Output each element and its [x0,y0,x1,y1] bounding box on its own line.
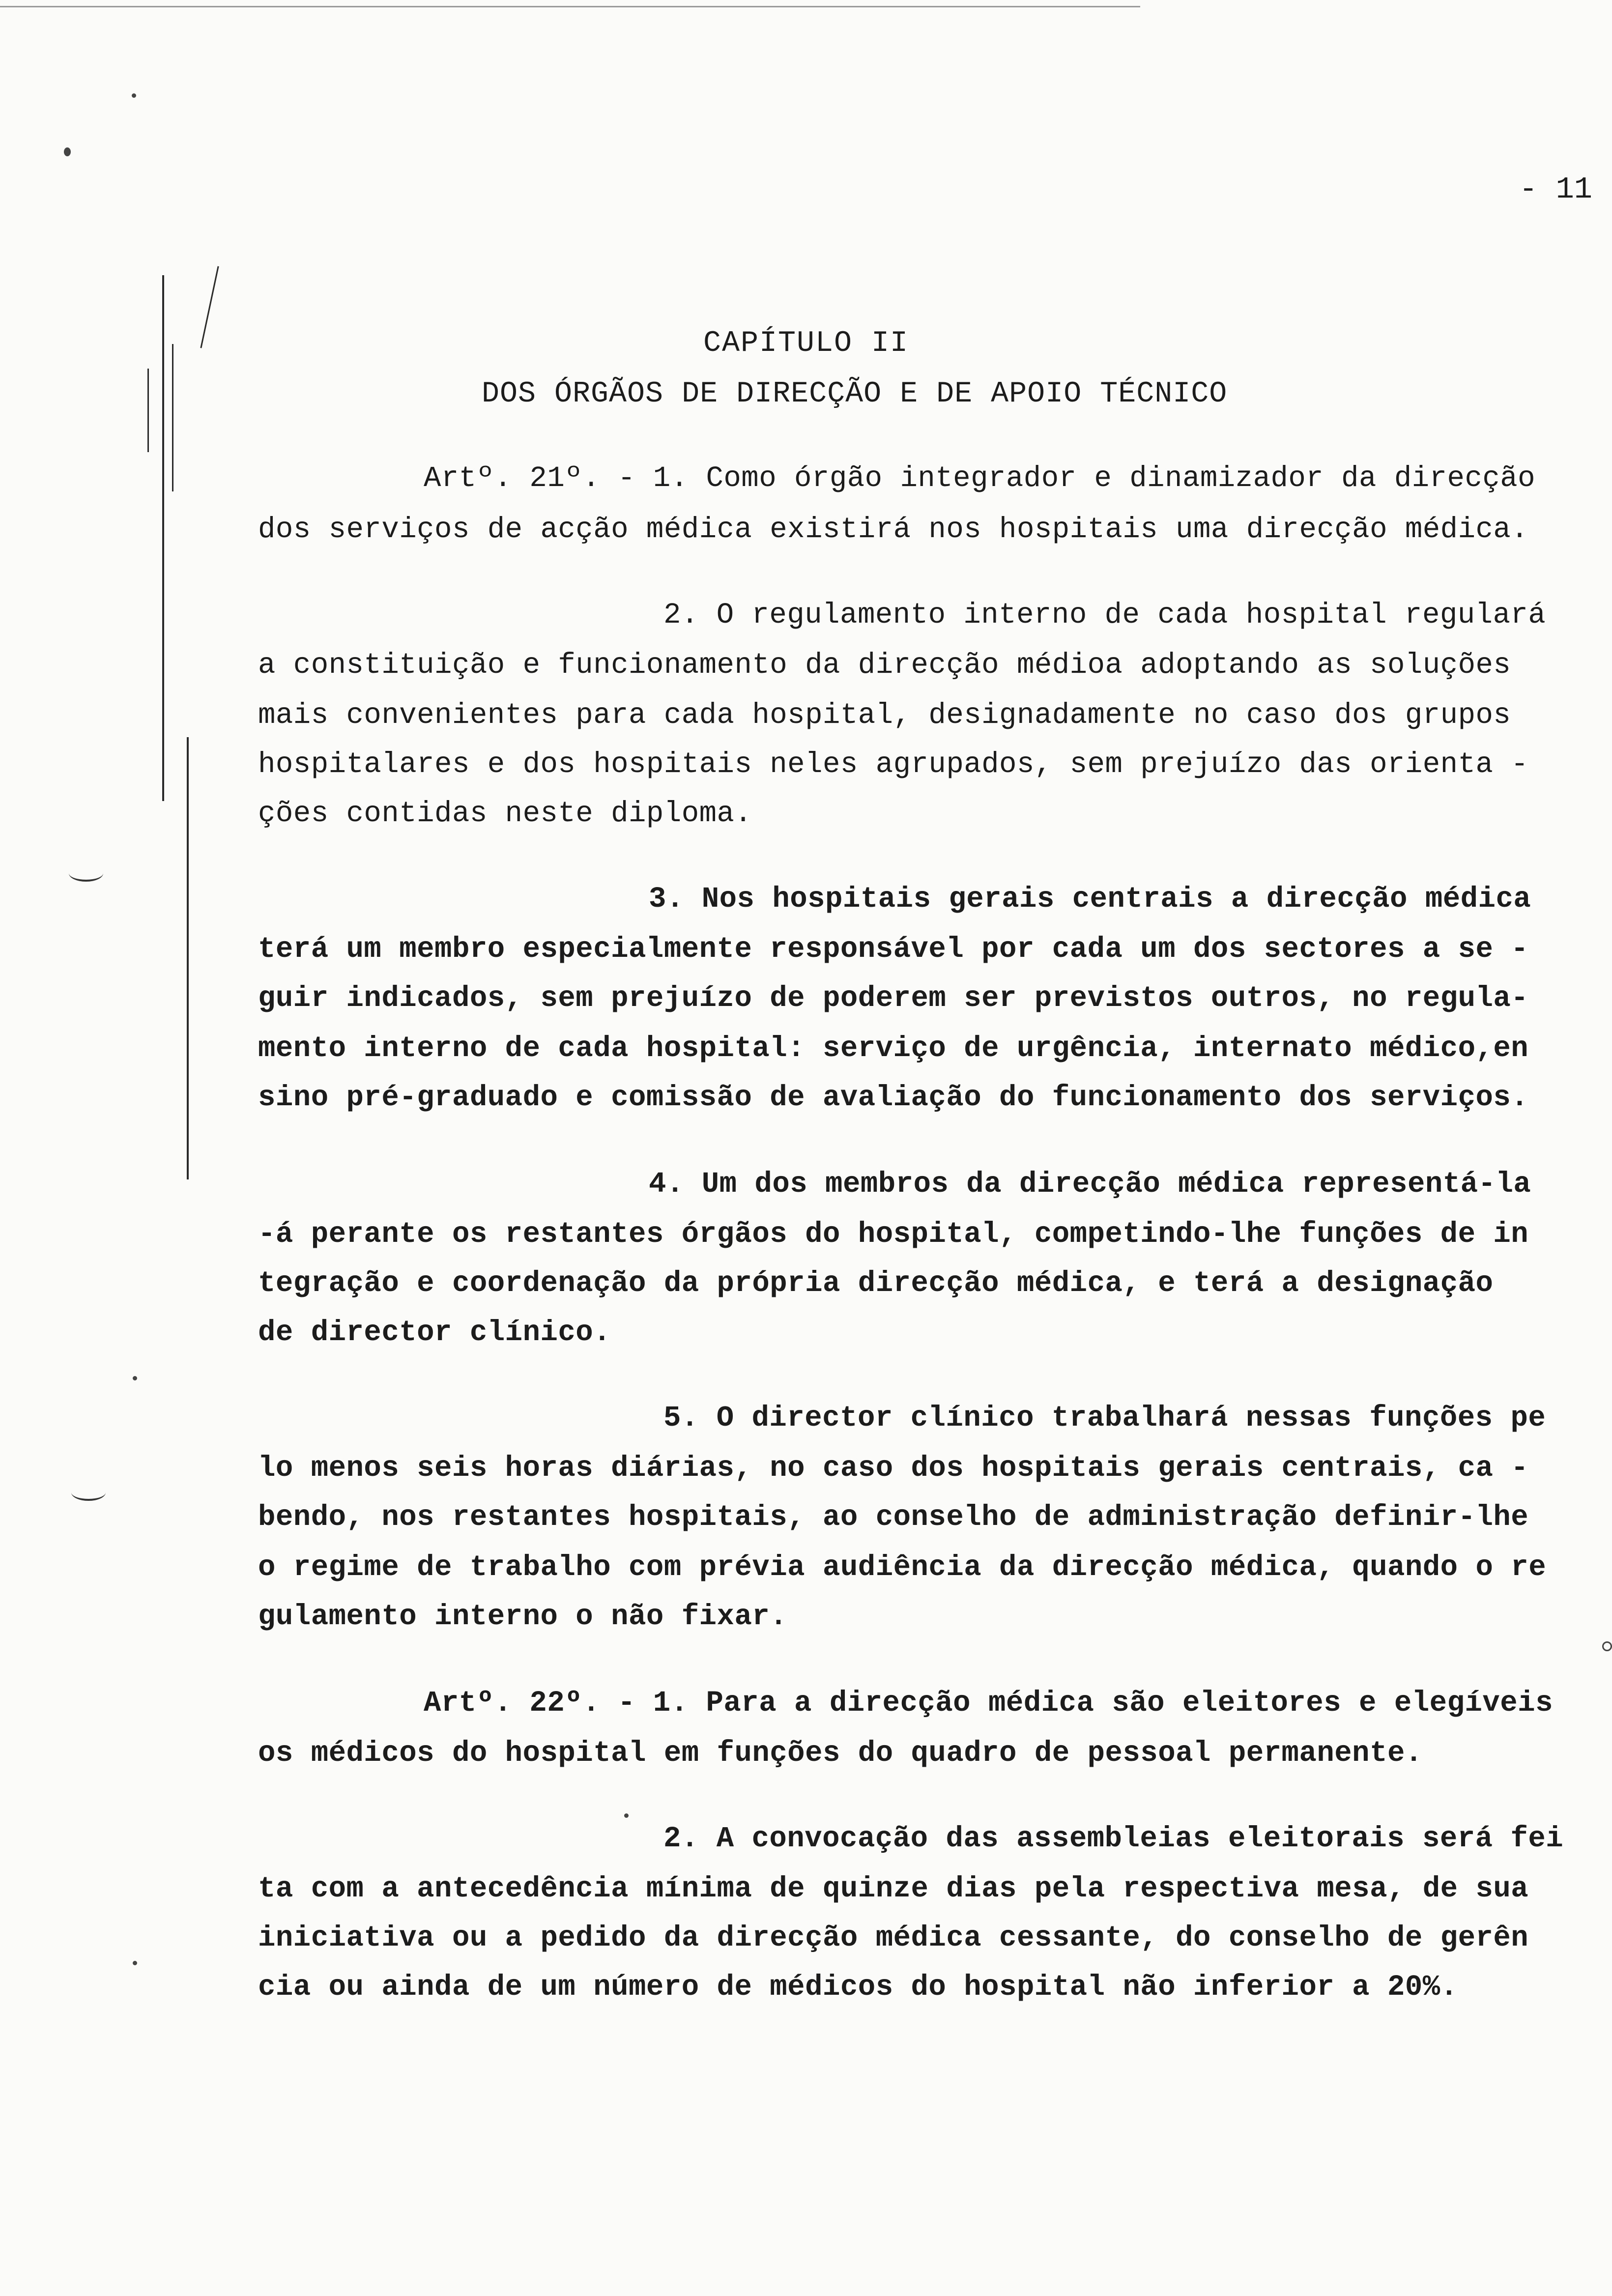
text-line: -á perante os restantes órgãos do hospital, competindo-lhe funções de in [258,1218,1529,1251]
text-line: sino pré-graduado e comissão de avaliação do funcionamento dos serviços. [258,1081,1529,1114]
chapter-title: CAPÍTULO II [703,327,909,360]
text-line: gulamento interno o não fixar. [258,1600,788,1633]
scan-speck [132,93,136,98]
text-line: a constituição e funcionamento da direcção médioa adoptando as soluções [258,649,1511,682]
scan-speck [133,1376,137,1380]
scan-speck [624,1813,629,1818]
scan-speck [133,1961,137,1965]
scan-speck [1602,1641,1612,1651]
text-line: 2. O regulamento interno de cada hospital regulará [663,599,1546,631]
text-line: o regime de trabalho com prévia audiência da direcção médica, quando o re [258,1551,1547,1584]
text-line: hospitalares e dos hospitais neles agrupados, sem prejuízo das orienta - [258,748,1529,781]
chapter-subtitle: DOS ÓRGÃOS DE DIRECÇÃO E DE APOIO TÉCNICO [482,377,1228,411]
text-line: mais convenientes para cada hospital, designadamente no caso dos grupos [258,699,1511,732]
text-line: lo menos seis horas diárias, no caso dos hospitais gerais centrais, ca - [258,1452,1529,1485]
page-number: - 11 [1519,172,1592,207]
text-line: Artº. 22º. - 1. Para a direcção médica são eleitores e elegíveis [424,1687,1553,1720]
text-line: ta com a antecedência mínima de quinze dias pela respectiva mesa, de sua [258,1872,1529,1905]
scan-curve-mark [69,865,103,882]
text-line: tegração e coordenação da própria direcção médica, e terá a designação [258,1267,1494,1300]
text-line: 4. Um dos membros da direcção médica representá-la [649,1168,1531,1201]
text-line: os médicos do hospital em funções do quadro de pessoal permanente. [258,1737,1423,1770]
text-line: 2. A convocação das assembleias eleitorais será fei [663,1822,1564,1855]
text-line: bendo, nos restantes hospitais, ao conselho de administração definir-lhe [258,1501,1529,1534]
text-line: 5. O director clínico trabalhará nessas funções pe [663,1402,1546,1435]
text-line: de director clínico. [258,1316,611,1349]
margin-mark [172,344,173,491]
scan-speck [64,147,71,156]
margin-mark [187,737,189,1179]
text-line: 3. Nos hospitais gerais centrais a direcção médica [649,883,1531,916]
text-line: cia ou ainda de um número de médicos do hospital não inferior a 20%. [258,1971,1458,2004]
text-line: dos serviços de acção médica existirá nos hospitais uma direcção médica. [258,513,1529,546]
scan-edge-line [0,6,1140,7]
margin-mark [147,369,149,452]
text-line: Artº. 21º. - 1. Como órgão integrador e dinamizador da direcção [424,462,1536,495]
text-line: mento interno de cada hospital: serviço de urgência, internato médico,en [258,1032,1529,1065]
text-line: terá um membro especialmente responsável por cada um dos sectores a se - [258,933,1529,966]
text-line: iniciativa ou a pedido da direcção médica cessante, do conselho de gerên [258,1922,1529,1954]
scan-curve-mark [71,1484,106,1501]
text-line: ções contidas neste diploma. [258,797,752,830]
text-line: guir indicados, sem prejuízo de poderem ser previstos outros, no regula- [258,982,1529,1015]
